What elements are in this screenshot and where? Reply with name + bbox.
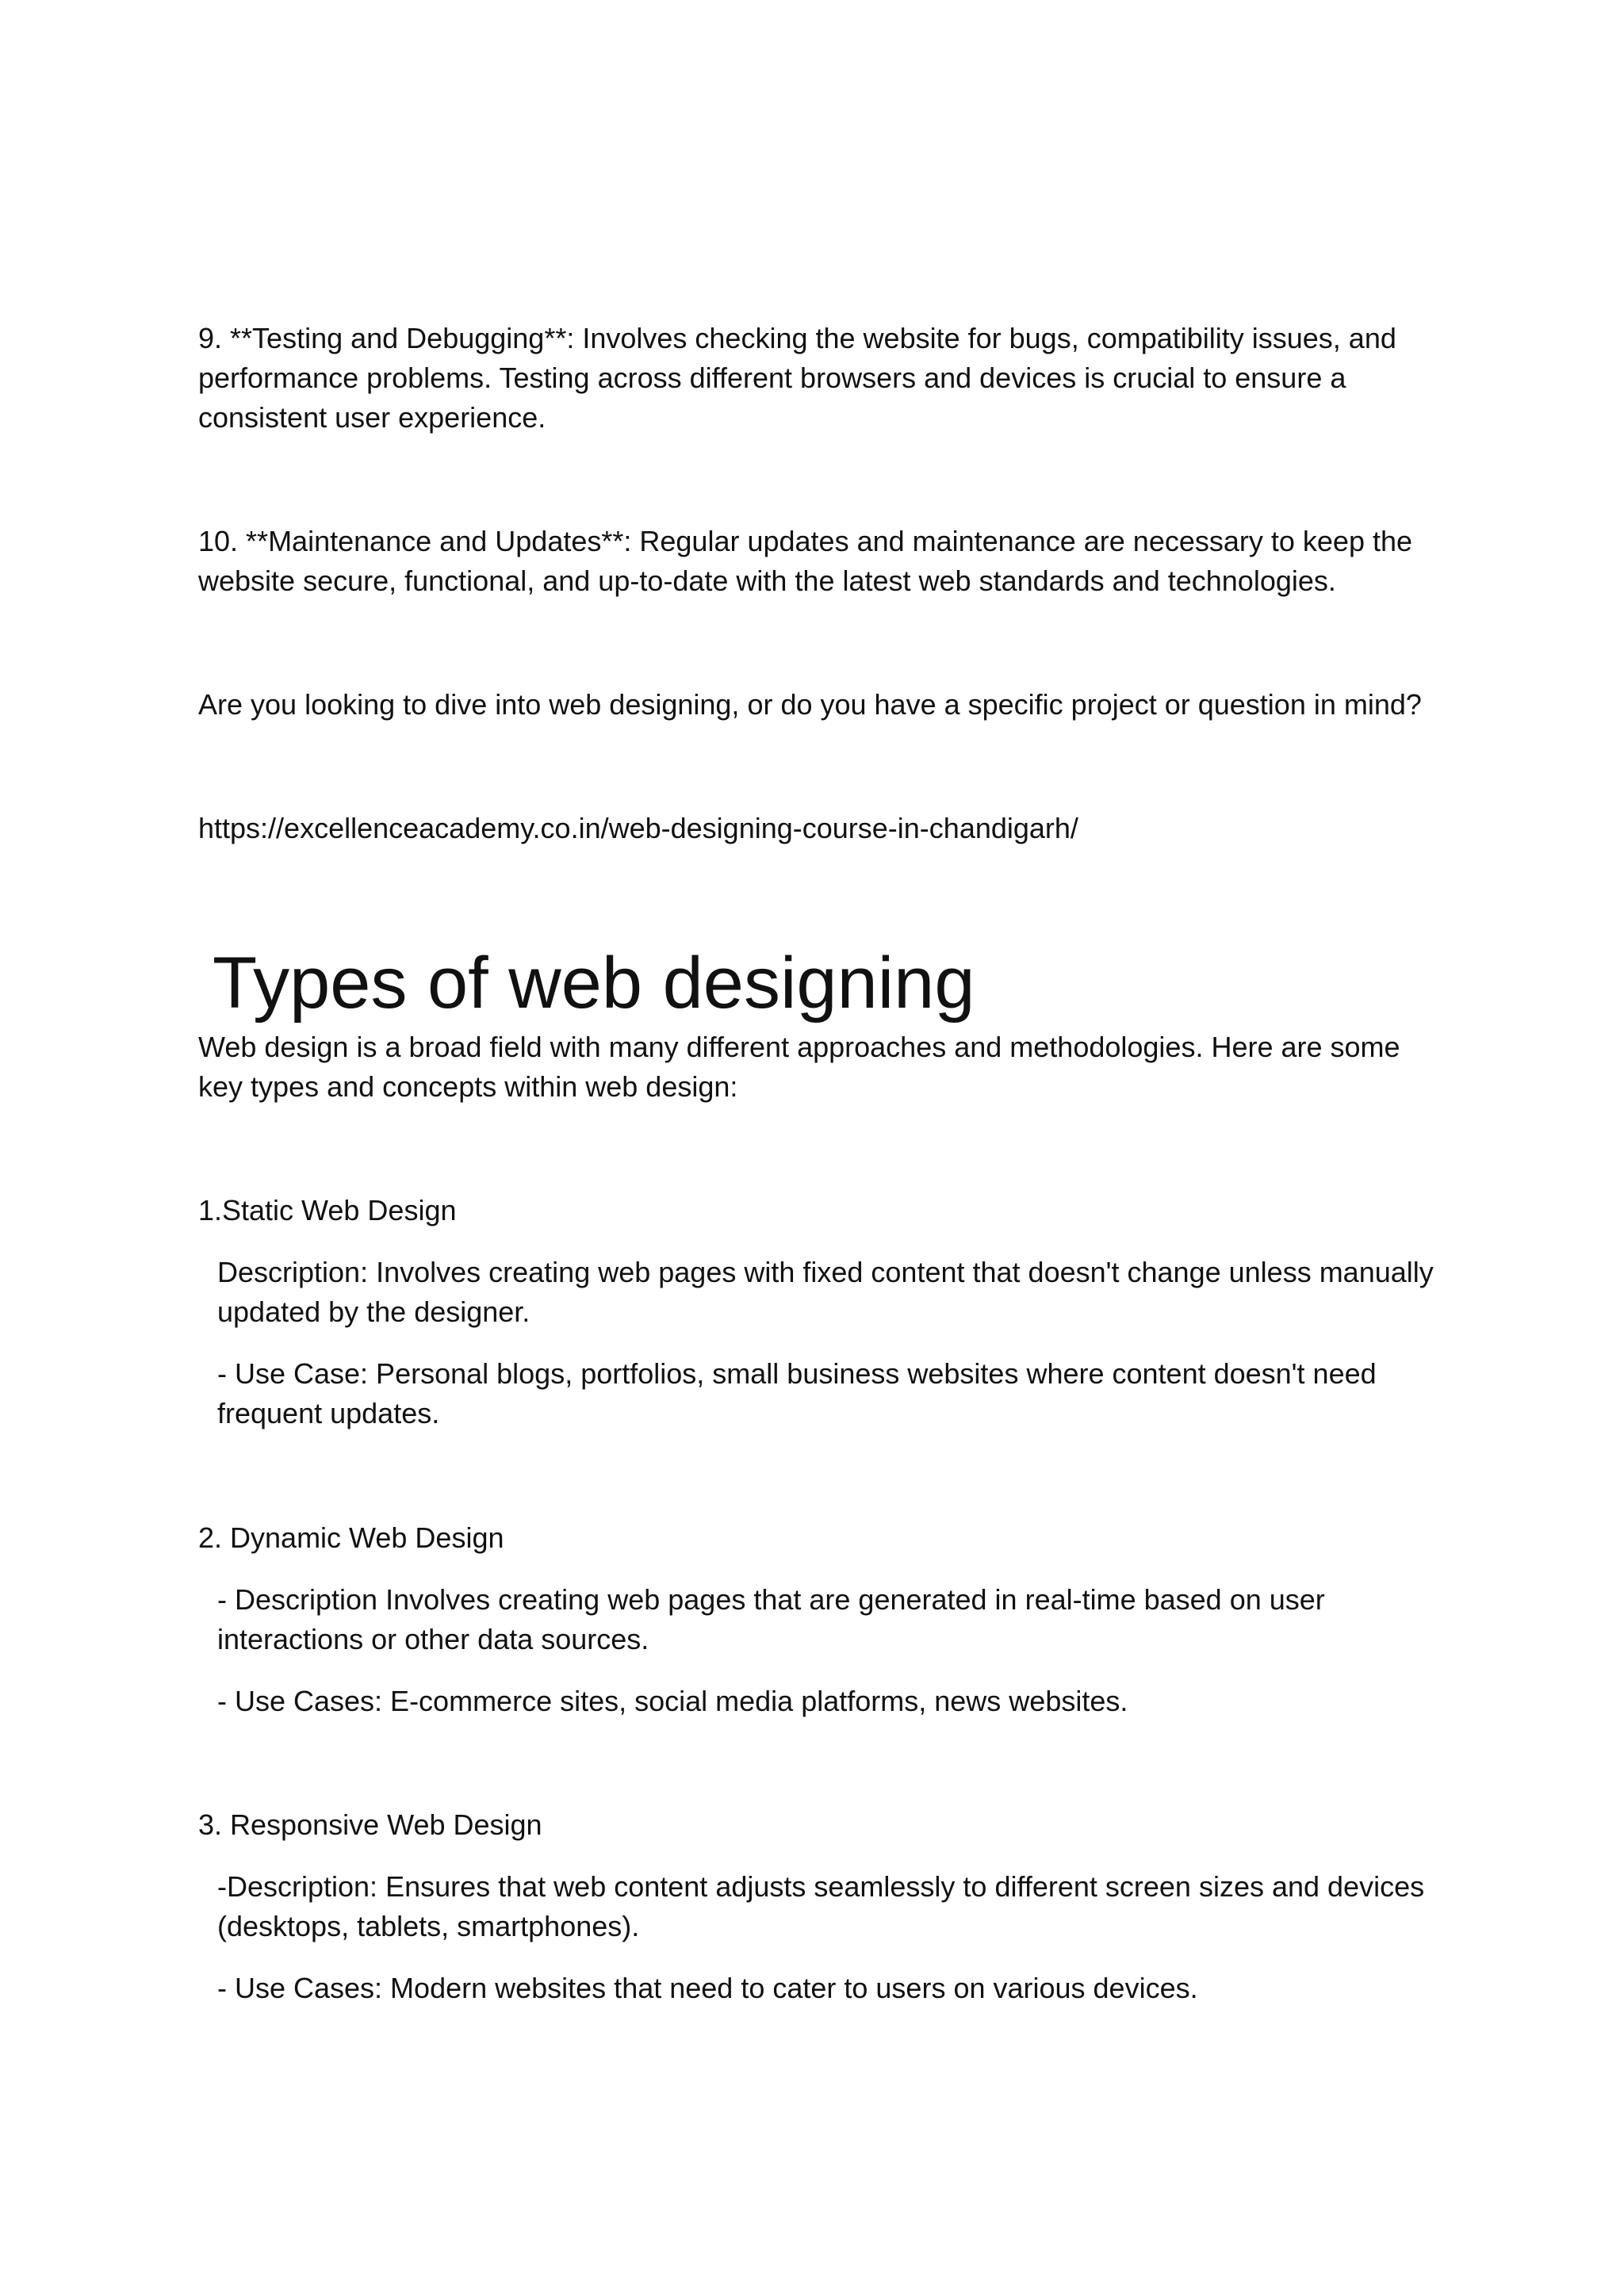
type-use-case-static: - Use Case: Personal blogs, portfolios, small business websites where content doesn't need frequent updates. (217, 1357, 1377, 1429)
paragraph-testing-debugging: 9. **Testing and Debugging**: Involves checking the website for bugs, compatibility issues, and performance problems. Testing across different browsers and devices is crucial to ensure a consistent user experience. (198, 322, 1396, 434)
paragraph-maintenance-updates: 10. **Maintenance and Updates**: Regular updates and maintenance are necessary to keep the website secure, functional, and up-to-date with the latest web standards and technologies. (198, 525, 1413, 597)
paragraph-url: https://excellenceacademy.co.in/web-designing-course-in-chandigarh/ (198, 812, 1078, 844)
type-title-static: 1.Static Web Design (198, 1194, 457, 1226)
type-description-responsive: -Description: Ensures that web content adjusts seamlessly to different screen sizes and devices (desktops, tablets, smartphones). (217, 1870, 1425, 1942)
section-heading: Types of web designing (213, 943, 975, 1024)
type-title-dynamic: 2. Dynamic Web Design (198, 1521, 504, 1554)
paragraph-question: Are you looking to dive into web designing, or do you have a specific project or question in mind? (198, 688, 1422, 721)
type-title-responsive: 3. Responsive Web Design (198, 1808, 542, 1841)
type-description-dynamic: - Description Involves creating web pages that are generated in real-time based on user interactions or other data sources. (217, 1583, 1325, 1655)
type-use-case-dynamic: - Use Cases: E-commerce sites, social media platforms, news websites. (217, 1685, 1128, 1717)
type-use-case-responsive: - Use Cases: Modern websites that need to cater to users on various devices. (217, 1972, 1198, 2004)
intro-paragraph: Web design is a broad field with many different approaches and methodologies. Here are some key types and concepts within web design: (198, 1031, 1400, 1103)
type-description-static: Description: Involves creating web pages with fixed content that doesn't change unless manually updated by the designer. (217, 1256, 1434, 1328)
